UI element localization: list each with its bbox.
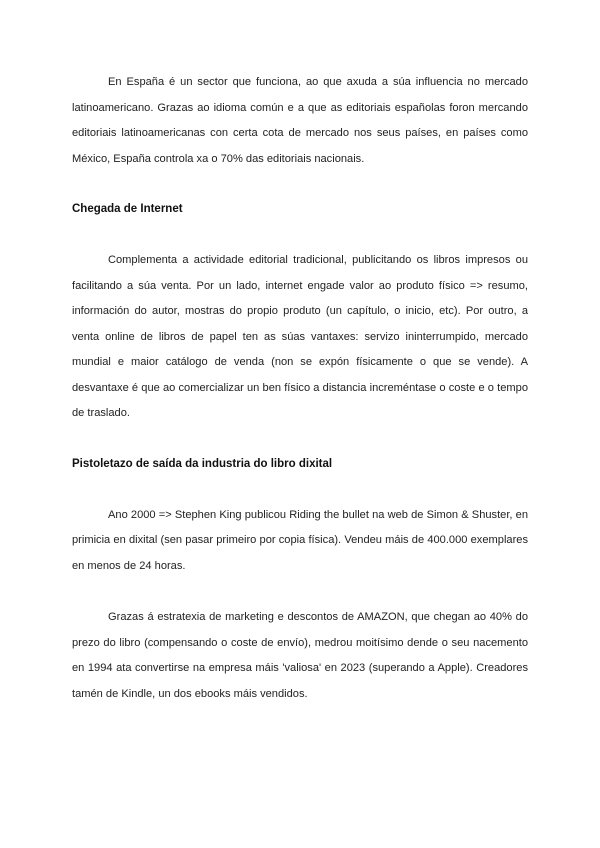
- paragraph-amazon: Grazas á estratexia de marketing e descontos de AMAZON, que chegan ao 40% do prezo do libro (compensando o coste de envío), medrou moitísimo dende o seu nacemento en 1994 ata convertirse na empresa máis 'valiosa' en 2023 (superando a Apple). Creadores tamén de Kindle, un dos ebooks máis vendidos.: [72, 611, 528, 700]
- document-page: [72, 70, 528, 707]
- spacer: [72, 477, 528, 503]
- spacer: [72, 222, 528, 248]
- spacer: [72, 172, 528, 197]
- spacer: [72, 579, 528, 605]
- heading-internet: Chegada de Internet: [72, 203, 183, 215]
- paragraph-spain-market: En España é un sector que funciona, ao que axuda a súa influencia no mercado latinoamericano. Grazas ao idioma común e a que as editoriais españolas foron mercando editoriais latinoamericanas con certa cota de mercado nos seus países, en países como México, España controla xa o 70% das editoriais nacionais.: [72, 76, 528, 165]
- heading-digital-book: Pistoletazo de saída da industria do libro dixital: [72, 457, 333, 470]
- paragraph-stephen-king: Ano 2000 => Stephen King publicou Riding the bullet na web de Simon & Shuster, en primicia en dixital (sen pasar primeiro por copia física). Vendeu máis de 400.000 exemplares en menos de 24 horas.: [72, 508, 528, 572]
- spacer: [72, 427, 528, 452]
- paragraph-internet: Complementa a actividade editorial tradicional, publicitando os libros impresos ou facilitando a súa venta. Por un lado, internet engade valor ao produto físico => resumo, información do autor, mostras do propio produto (un capítulo, o inicio, etc). Por outro, a venta online de libros de papel ten as súas vantaxes: servizo ininterrumpido, mercado mundial e maior catálogo de venda (non se expón físicamente o que se vende). A desvantaxe é que ao comercializar un ben físico a distancia increméntase o coste e o tempo de traslado.: [72, 254, 528, 419]
